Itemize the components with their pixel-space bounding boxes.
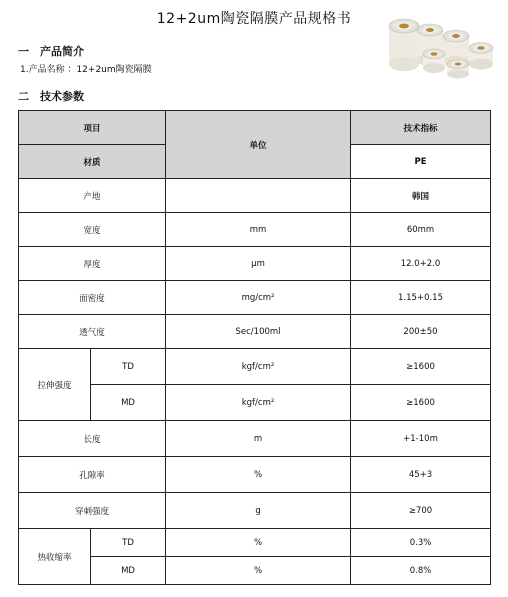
row-unit: m (166, 421, 351, 457)
row-unit: μm (166, 247, 351, 281)
row-unit: kgf/cm² (166, 349, 351, 385)
row-unit: kgf/cm² (166, 385, 351, 421)
header-unit: 单位 (166, 111, 351, 179)
table-row (19, 349, 491, 385)
row-item: 宽度 (19, 213, 166, 247)
row-value: 韩国 (351, 179, 491, 213)
table-row (19, 247, 491, 281)
section-number: 二 (18, 90, 29, 103)
row-value: ≥700 (351, 493, 491, 529)
table-row (19, 529, 491, 557)
row-value: 45+3 (351, 457, 491, 493)
header-item: 项目 (19, 111, 166, 145)
row-value: 1.15+0.15 (351, 281, 491, 315)
row-item: 厚度 (19, 247, 166, 281)
row-unit: % (166, 529, 351, 557)
row-value: 0.8% (351, 557, 491, 585)
table-row (19, 493, 491, 529)
row-item: 透气度 (19, 315, 166, 349)
product-name-line: 1.产品名称 ：12+2um陶瓷隔膜 (20, 65, 152, 75)
row-value: 12.0+2.0 (351, 247, 491, 281)
header-spec: 技术指标 (351, 111, 491, 145)
film-rolls-image (383, 16, 501, 84)
header-material: 材质 (19, 145, 166, 179)
material-value: PE (351, 145, 491, 179)
row-unit: % (166, 557, 351, 585)
row-item: 穿刺强度 (19, 493, 166, 529)
table-row (19, 281, 491, 315)
section-title: 产品简介 (40, 45, 84, 58)
row-item: 孔隙率 (19, 457, 166, 493)
table-row (19, 213, 491, 247)
row-value: 200±50 (351, 315, 491, 349)
table-row (19, 315, 491, 349)
document-title: 12+2um陶瓷隔膜产品规格书 (156, 11, 352, 27)
table-row (19, 421, 491, 457)
direction-label: TD (91, 349, 166, 385)
section-heading-specs (18, 88, 84, 104)
shrink-item: 热收缩率 (19, 529, 91, 585)
row-unit: Sec/100ml (166, 315, 351, 349)
tensile-item: 拉伸强度 (19, 349, 91, 421)
row-value: ≥1600 (351, 349, 491, 385)
row-unit: % (166, 457, 351, 493)
table-row (19, 179, 491, 213)
row-item: 面密度 (19, 281, 166, 315)
row-unit: mm (166, 213, 351, 247)
spec-table (18, 110, 491, 585)
row-value: +1-10m (351, 421, 491, 457)
table-row (19, 457, 491, 493)
row-unit: g (166, 493, 351, 529)
direction-label: MD (91, 557, 166, 585)
direction-label: TD (91, 529, 166, 557)
row-value: 0.3% (351, 529, 491, 557)
row-unit: mg/cm² (166, 281, 351, 315)
row-item: 产地 (19, 179, 166, 213)
row-item: 长度 (19, 421, 166, 457)
section-title: 技术参数 (40, 90, 84, 103)
section-number: 一 (18, 45, 29, 58)
row-value: 60mm (351, 213, 491, 247)
section-heading-intro (18, 43, 84, 59)
row-value: ≥1600 (351, 385, 491, 421)
row-unit (166, 179, 351, 213)
table-header-row (19, 111, 491, 145)
direction-label: MD (91, 385, 166, 421)
